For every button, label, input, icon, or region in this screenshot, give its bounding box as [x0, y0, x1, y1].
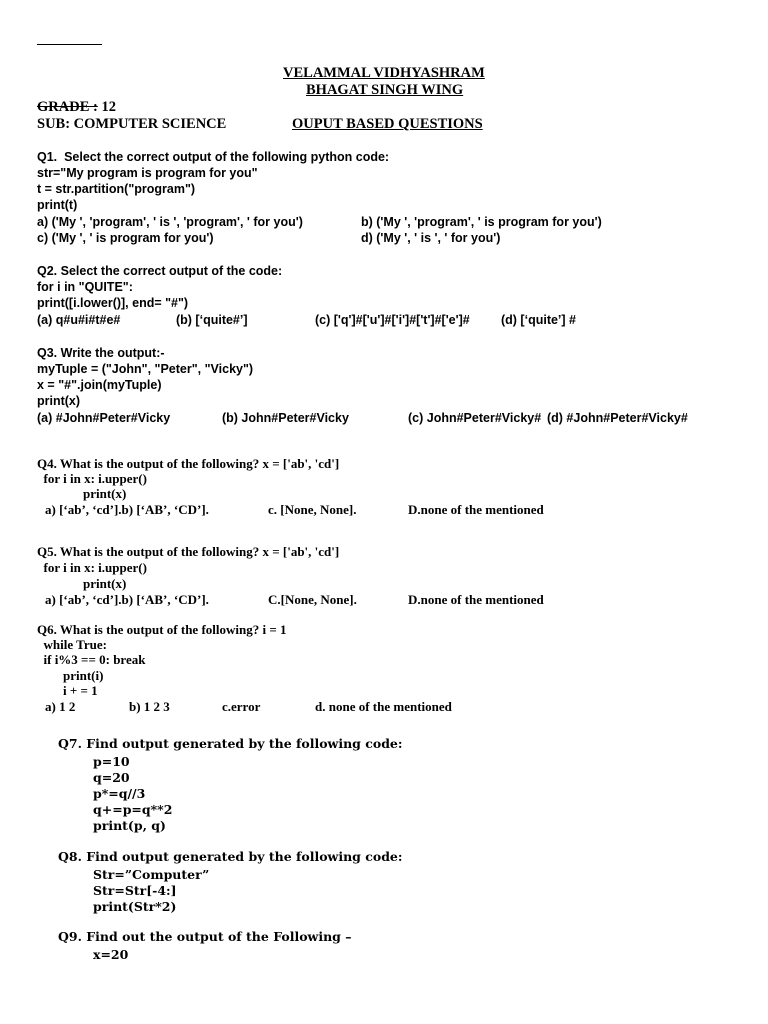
q6-option-d: d. none of the mentioned: [315, 699, 452, 714]
q2-line: Q2. Select the correct output of the code:: [37, 264, 283, 278]
q1-option-b: b) ('My ', 'program', ' is program for you'): [361, 215, 602, 229]
q6-line: if i%3 == 0: break: [37, 652, 146, 667]
q3-line: print(x): [37, 394, 81, 408]
school-name: VELAMMAL VIDHYASHRAM: [283, 65, 485, 81]
q1-line: Q1. Select the correct output of the following python code:: [37, 150, 390, 164]
q2-option-a: (a) q#u#i#t#e#: [37, 313, 121, 327]
q5-line: print(x): [83, 576, 127, 591]
q5-option-d: D.none of the mentioned: [408, 592, 544, 607]
q8-title: Q8. Find output generated by the following code:: [58, 849, 403, 864]
q1-option-a: a) ('My ', 'program', ' is ', 'program', ' for you'): [37, 215, 303, 229]
q4-option-d: D.none of the mentioned: [408, 502, 544, 517]
q5-option-c: C.[None, None].: [268, 592, 357, 607]
q3-line: x = "#".join(myTuple): [37, 378, 162, 392]
q3-option-b: (b) John#Peter#Vicky: [222, 411, 349, 425]
q3-option-a: (a) #John#Peter#Vicky: [37, 411, 171, 425]
q3-option-d: (d) #John#Peter#Vicky#: [547, 411, 688, 425]
q5-line: for i in x: i.upper(): [37, 560, 147, 575]
q8-code-line: Str=”Computer”: [93, 867, 210, 882]
q6-option-a: a) 1 2: [45, 699, 76, 714]
subject-line: SUB: COMPUTER SCIENCE: [37, 116, 227, 132]
q4-option-c: c. [None, None].: [268, 502, 357, 517]
q9-title: Q9. Find out the output of the Following –: [58, 929, 352, 944]
q6-line: i + = 1: [63, 683, 98, 698]
q6-option-b: b) 1 2 3: [129, 699, 170, 714]
q1-line: print(t): [37, 198, 78, 212]
q3-line: myTuple = ("John", "Peter", "Vicky"): [37, 362, 254, 376]
q2-line: print([i.lower()], end= "#"): [37, 296, 189, 310]
q7-code-line: p=10: [93, 754, 130, 769]
q7-code-line: print(p, q): [93, 818, 166, 833]
q2-option-d: (d) [‘quite’] #: [501, 313, 576, 327]
q6-line: Q6. What is the output of the following? i = 1: [37, 622, 287, 637]
q1-option-c: c) ('My ', ' is program for you'): [37, 231, 214, 245]
q7-title: Q7. Find output generated by the following code:: [58, 736, 403, 751]
q5-line: Q5. What is the output of the following? x = ['ab', 'cd']: [37, 544, 340, 559]
q7-code-line: q+=p=q**2: [93, 802, 173, 817]
q1-line: str="My program is program for you": [37, 166, 258, 180]
q2-line: for i in "QUITE":: [37, 280, 133, 294]
section-title: OUPUT BASED QUESTIONS: [292, 116, 483, 132]
q6-line: while True:: [37, 637, 107, 652]
q9-code-line: x=20: [93, 947, 129, 962]
wing-name: BHAGAT SINGH WING: [306, 82, 464, 98]
grade-label: GRADE :: [37, 99, 98, 115]
q3-option-c: (c) John#Peter#Vicky#: [408, 411, 542, 425]
q8-code-line: print(Str*2): [93, 899, 177, 914]
q1-option-d: d) ('My ', ' is ', ' for you'): [361, 231, 501, 245]
q4-option-ab: a) [‘ab’, ‘cd’].b) [‘AB’, ‘CD’].: [45, 502, 209, 517]
q4-line: for i in x: i.upper(): [37, 471, 147, 486]
grade-line: [37, 99, 116, 116]
q1-line: t = str.partition("program"): [37, 182, 196, 196]
q3-line: Q3. Write the output:-: [37, 346, 165, 360]
q6-line: print(i): [63, 668, 104, 683]
q7-code-line: q=20: [93, 770, 130, 785]
q5-option-ab: a) [‘ab’, ‘cd’].b) [‘AB’, ‘CD’].: [45, 592, 209, 607]
grade-value: 12: [97, 99, 116, 115]
q4-line: print(x): [83, 486, 127, 501]
q4-line: Q4. What is the output of the following? x = ['ab', 'cd']: [37, 456, 340, 471]
q2-option-c: (c) ['q']#['u']#['i']#['t']#['e']#: [315, 313, 470, 327]
q2-option-b: (b) [‘quite#’]: [176, 313, 248, 327]
top-rule: [37, 44, 102, 45]
q7-code-line: p*=q//3: [93, 786, 146, 801]
q8-code-line: Str=Str[-4:]: [93, 883, 177, 898]
q6-option-c: c.error: [222, 699, 261, 714]
